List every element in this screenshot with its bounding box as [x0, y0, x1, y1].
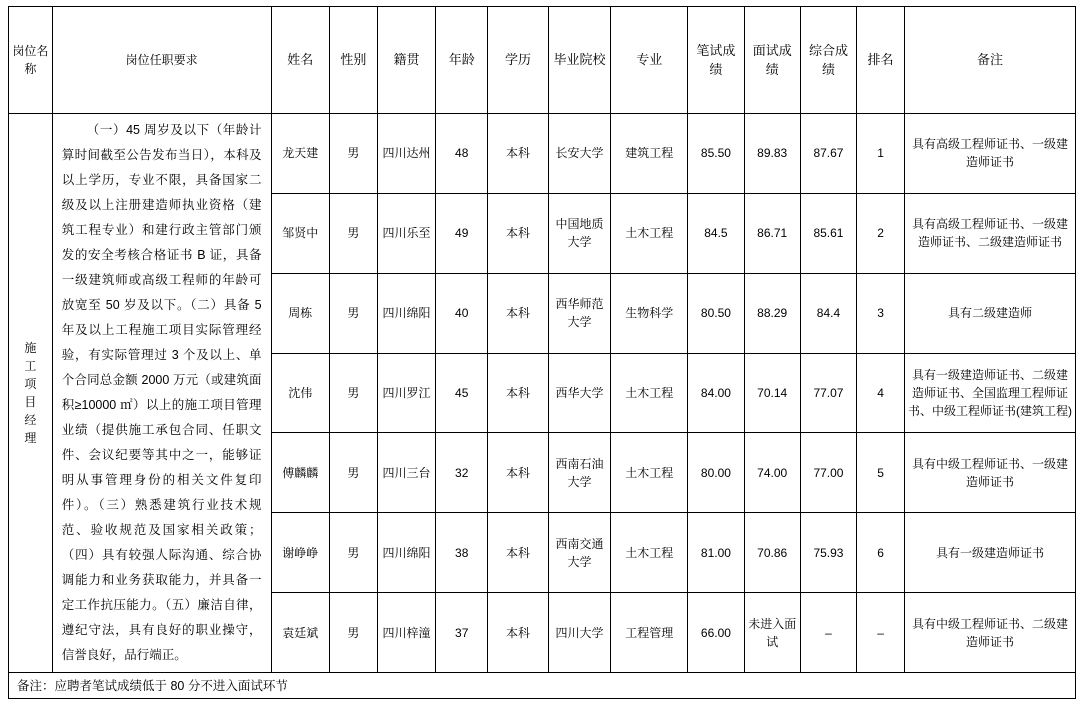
cell-written-score: 85.50 — [688, 114, 744, 194]
cell-name: 沈伟 — [271, 353, 329, 433]
header-school: 毕业院校 — [548, 7, 611, 114]
cell-remark: 具有二级建造师 — [905, 273, 1076, 353]
cell-major: 土木工程 — [611, 513, 688, 593]
cell-post-name: 施工项目经理 — [9, 114, 53, 673]
cell-age: 49 — [436, 193, 488, 273]
header-written-score: 笔试成绩 — [688, 7, 744, 114]
cell-interview-score: 70.86 — [744, 513, 800, 593]
cell-requirements: （一）45 周岁及以下（年龄计算时间截至公告发布当日），本科及以上学历，专业不限，具备国家二级及以上注册建造师执业资格（建筑工程专业）和建行政主管部门颁发的安全考核合格证书 B 证，具备一级建筑师或高级工程师的年龄可放宽至 50 岁及以下。（二）具备 5 年及以上工程施工项目实际管理经验，有实际管理过 3 个及以上、单个合同总金额 2000 万元（或建筑面积≥10000 ㎡）以上的施工项目管理业绩（提供施工承包合同、任职文件、会议纪要等其中之一，能够证明从事管理身份的相关文件复印件）。（三）熟悉建筑行业技术规范、验收规范及国家相关政策；（四）具有较强人际沟通、综合协调能力和业务获取能力，并具备一定工作抗压能力。（五）廉洁自律，遵纪守法，具有良好的职业操守，信誉良好，品行端正。 — [52, 114, 271, 673]
cell-age: 45 — [436, 353, 488, 433]
cell-school: 长安大学 — [548, 114, 611, 194]
cell-gender: 男 — [329, 193, 377, 273]
cell-remark: 具有高级工程师证书、一级建造师证书、二级建造师证书 — [905, 193, 1076, 273]
cell-school: 西南石油大学 — [548, 433, 611, 513]
cell-school: 中国地质大学 — [548, 193, 611, 273]
cell-remark: 具有中级工程师证书、一级建造师证书 — [905, 433, 1076, 513]
cell-major: 建筑工程 — [611, 114, 688, 194]
header-interview-score: 面试成绩 — [744, 7, 800, 114]
cell-major: 土木工程 — [611, 353, 688, 433]
cell-remark: 具有中级工程师证书、二级建造师证书 — [905, 593, 1076, 673]
cell-school: 四川大学 — [548, 593, 611, 673]
cell-remark: 具有高级工程师证书、一级建造师证书 — [905, 114, 1076, 194]
cell-school: 西华师范大学 — [548, 273, 611, 353]
cell-education: 本科 — [488, 433, 548, 513]
cell-rank: 6 — [857, 513, 905, 593]
cell-origin: 四川三台 — [377, 433, 435, 513]
header-age: 年龄 — [436, 7, 488, 114]
footnote-wrapper — [8, 673, 1076, 699]
cell-total-score: 84.4 — [800, 273, 856, 353]
cell-total-score: 77.00 — [800, 433, 856, 513]
cell-gender: 男 — [329, 513, 377, 593]
cell-rank: 1 — [857, 114, 905, 194]
cell-school: 西华大学 — [548, 353, 611, 433]
cell-major: 土木工程 — [611, 433, 688, 513]
cell-rank: 4 — [857, 353, 905, 433]
cell-rank: 5 — [857, 433, 905, 513]
header-rank: 排名 — [857, 7, 905, 114]
cell-major: 生物科学 — [611, 273, 688, 353]
cell-major: 土木工程 — [611, 193, 688, 273]
cell-interview-score: 74.00 — [744, 433, 800, 513]
cell-origin: 四川乐至 — [377, 193, 435, 273]
cell-name: 袁廷斌 — [271, 593, 329, 673]
cell-origin: 四川梓潼 — [377, 593, 435, 673]
cell-age: 40 — [436, 273, 488, 353]
cell-origin: 四川绵阳 — [377, 513, 435, 593]
cell-education: 本科 — [488, 273, 548, 353]
cell-interview-score: 未进入面试 — [744, 593, 800, 673]
cell-interview-score: 70.14 — [744, 353, 800, 433]
cell-age: 32 — [436, 433, 488, 513]
cell-total-score: – — [800, 593, 856, 673]
cell-written-score: 80.00 — [688, 433, 744, 513]
cell-total-score: 77.07 — [800, 353, 856, 433]
cell-interview-score: 89.83 — [744, 114, 800, 194]
table-header-row — [9, 7, 1076, 114]
cell-education: 本科 — [488, 513, 548, 593]
cell-gender: 男 — [329, 114, 377, 194]
header-origin: 籍贯 — [377, 7, 435, 114]
cell-school: 西南交通大学 — [548, 513, 611, 593]
cell-name: 傅麟麟 — [271, 433, 329, 513]
cell-education: 本科 — [488, 193, 548, 273]
header-major: 专业 — [611, 7, 688, 114]
header-education: 学历 — [488, 7, 548, 114]
cell-age: 48 — [436, 114, 488, 194]
cell-total-score: 85.61 — [800, 193, 856, 273]
cell-remark: 具有一级建造师证书 — [905, 513, 1076, 593]
cell-name: 周栋 — [271, 273, 329, 353]
cell-gender: 男 — [329, 273, 377, 353]
cell-total-score: 87.67 — [800, 114, 856, 194]
cell-written-score: 84.5 — [688, 193, 744, 273]
table-row — [9, 114, 1076, 194]
cell-age: 37 — [436, 593, 488, 673]
header-name: 姓名 — [271, 7, 329, 114]
cell-remark: 具有一级建造师证书、二级建造师证书、全国监理工程师证书、中级工程师证书(建筑工程) — [905, 353, 1076, 433]
cell-major: 工程管理 — [611, 593, 688, 673]
header-post-name: 岗位名称 — [9, 7, 53, 114]
header-remark: 备注 — [905, 7, 1076, 114]
cell-interview-score: 88.29 — [744, 273, 800, 353]
cell-written-score: 66.00 — [688, 593, 744, 673]
cell-gender: 男 — [329, 593, 377, 673]
cell-education: 本科 — [488, 593, 548, 673]
header-requirements: 岗位任职要求 — [52, 7, 271, 114]
table-footnote: 备注：应聘者笔试成绩低于 80 分不进入面试环节 — [8, 673, 1076, 699]
cell-name: 谢峥峥 — [271, 513, 329, 593]
cell-written-score: 80.50 — [688, 273, 744, 353]
cell-rank: 2 — [857, 193, 905, 273]
cell-gender: 男 — [329, 433, 377, 513]
cell-name: 龙天建 — [271, 114, 329, 194]
cell-origin: 四川绵阳 — [377, 273, 435, 353]
candidate-results-table — [8, 6, 1076, 673]
cell-gender: 男 — [329, 353, 377, 433]
cell-rank: 3 — [857, 273, 905, 353]
header-gender: 性别 — [329, 7, 377, 114]
cell-origin: 四川罗江 — [377, 353, 435, 433]
cell-written-score: 84.00 — [688, 353, 744, 433]
header-total-score: 综合成绩 — [800, 7, 856, 114]
cell-total-score: 75.93 — [800, 513, 856, 593]
cell-name: 邹贤中 — [271, 193, 329, 273]
cell-origin: 四川达州 — [377, 114, 435, 194]
cell-age: 38 — [436, 513, 488, 593]
cell-written-score: 81.00 — [688, 513, 744, 593]
cell-education: 本科 — [488, 353, 548, 433]
cell-rank: – — [857, 593, 905, 673]
cell-interview-score: 86.71 — [744, 193, 800, 273]
cell-education: 本科 — [488, 114, 548, 194]
